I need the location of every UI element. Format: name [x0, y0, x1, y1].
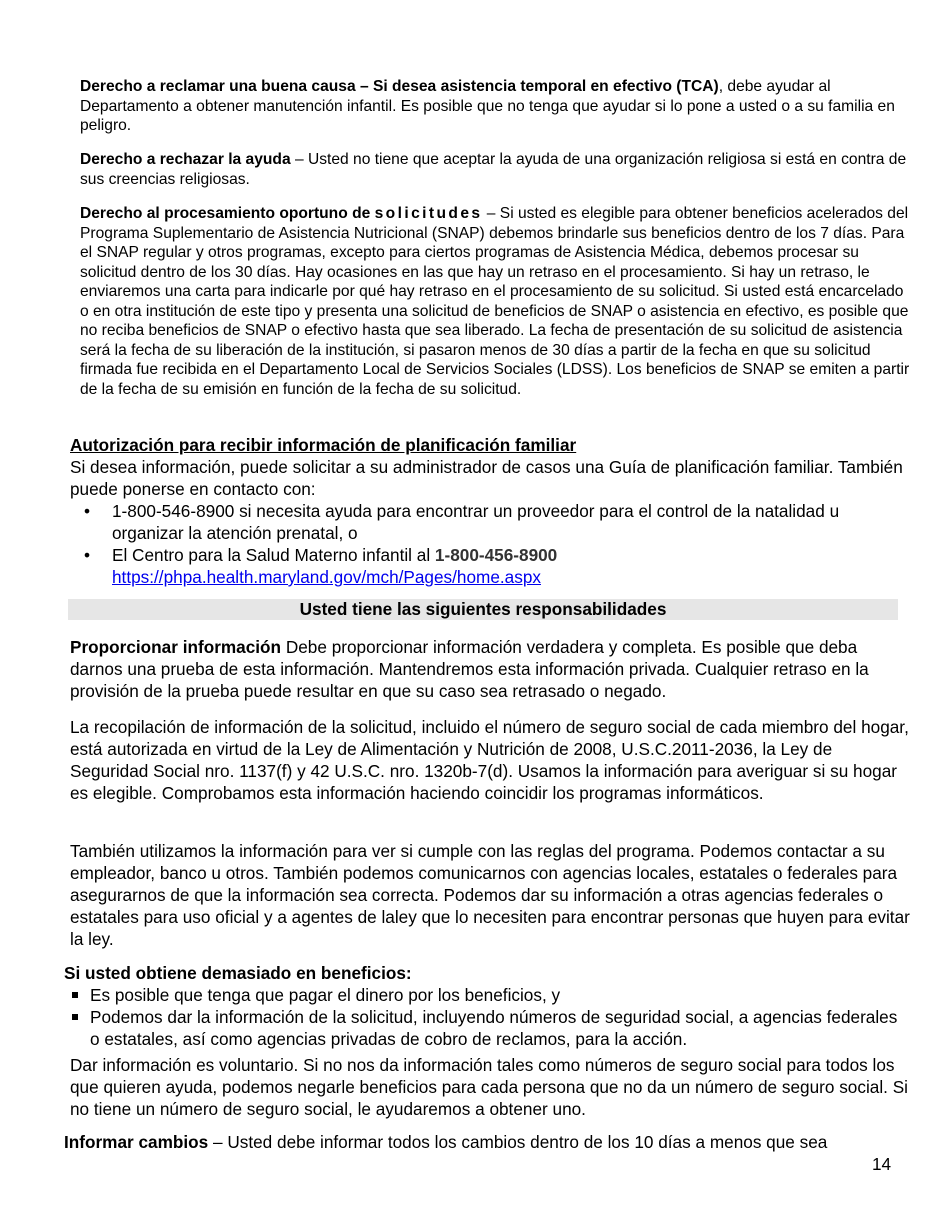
overpaid-heading: Si usted obtiene demasiado en beneficios:: [64, 963, 412, 983]
bullet-icon: •: [84, 501, 91, 521]
overpaid-item-repay: Es posible que tenga que pagar el dinero por los beneficios, y: [90, 985, 561, 1005]
right-good-cause-text: , debe ayudar al Departamento a obtener manutención infantil. Es posible que no tenga que ayudar si lo pone a usted o a su familia en peligro.: [80, 78, 895, 134]
report-changes-title: Informar cambios: [64, 1132, 209, 1152]
report-changes-text: – Usted debe informar todos los cambios dentro de los 10 días a menos que sea: [208, 1132, 828, 1152]
right-refuse-help-paragraph: [80, 150, 910, 189]
provide-info-text: Debe proporcionar información verdadera y completa. Es posible que deba darnos una prueba de esta información. Mantendremos esta información privada. Cualquier retraso en la provisión de la prueba puede resultar en que su caso sea retrasado o negado.: [70, 637, 869, 701]
overpaid-section: [64, 962, 910, 1050]
maternal-health-link[interactable]: https://phpa.health.maryland.gov/mch/Pages/home.aspx: [112, 567, 541, 587]
overpaid-item-share: Podemos dar la información de la solicitud, incluyendo números de seguridad social, a agencias federales o estatales, así como agencias privadas de cobro de reclamos, para la acción.: [90, 1007, 898, 1049]
provide-info-section: [70, 636, 910, 702]
right-refuse-help: [80, 150, 910, 189]
report-changes-section: [64, 1131, 910, 1153]
responsibilities-banner: Usted tiene las siguientes responsabilidades: [68, 599, 898, 620]
contact-birth-control: 1-800-546-8900 si necesita ayuda para encontrar un proveedor para el control de la natalidad u organizar la atención prenatal, o: [112, 501, 840, 543]
right-good-cause-title: Derecho a reclamar una buena causa – Si desea asistencia temporal en efectivo (TCA): [80, 78, 719, 95]
list-item: [70, 500, 910, 544]
contact-maternal-center-phone: 1-800-456-8900: [434, 545, 558, 565]
right-good-cause-paragraph: [80, 77, 910, 136]
provide-info-title: Proporcionar información: [70, 637, 282, 657]
page-number: 14: [872, 1154, 892, 1174]
collection-section: [70, 716, 910, 804]
also-use-section: [70, 840, 910, 950]
right-timely-processing-title: Derecho al procesamiento oportuno de: [80, 205, 375, 222]
right-good-cause: [80, 77, 910, 136]
also-use-paragraph: También utilizamos la información para ver si cumple con las reglas del programa. Podemos contactar a su empleador, banco u otros. También podemos comunicarnos con agencias locales, estatales o federales para asegurarnos de que la información sea correcta. Podemos dar su información a otras agencias federales o estatales para uso oficial y a agentes de laley que lo necesiten para encontrar personas que huyen para evitar la ley.: [70, 841, 910, 949]
list-item: [64, 984, 910, 1006]
family-planning-intro: Si desea información, puede solicitar a su administrador de casos una Guía de planificación familiar. También puede ponerse en contacto con:: [70, 457, 903, 499]
bullet-icon: •: [84, 545, 91, 565]
list-item: [64, 1006, 910, 1050]
report-changes-paragraph: [64, 1131, 910, 1153]
list-item: [70, 544, 910, 588]
overpaid-list: [64, 984, 910, 1050]
provide-info-paragraph: [70, 636, 910, 702]
right-timely-processing-paragraph: [80, 204, 910, 399]
right-timely-processing-text: – Si usted es elegible para obtener beneficios acelerados del Programa Suplementario de Asistencia Nutricional (SNAP) debemos brindarle sus beneficios dentro de los 7 días. Para el SNAP regular y otros programas, excepto para ciertos programas de Asistencia Médica, debemos procesar su solicitud dentro de los 30 días. Hay ocasiones en las que hay un retraso en el procesamiento. Si hay un retraso, le enviaremos una carta para indicarle por qué hay retraso en el procesamiento de su solicitud. Si usted está encarcelado o en otra institución de este tipo y presenta una solicitud de beneficios de SNAP o asistencia en efectivo, es posible que no reciba beneficios de SNAP o efectivo hasta que sea liberado. La fecha de presentación de su solicitud de asistencia será la fecha de su liberación de la institución, si pasaron menos de 30 días a partir de la fecha en que su solicitud firmada fue recibida en el Departamento Local de Servicios Sociales (LDSS). Los beneficios de SNAP se emiten a partir de la fecha de su emisión en función de la fecha de su solicitud.: [80, 205, 910, 398]
square-bullet-icon: [72, 1014, 78, 1020]
right-refuse-help-text: – Usted no tiene que aceptar la ayuda de una organización religiosa si está en contra de sus creencias religiosas.: [80, 151, 907, 188]
contact-maternal-center-text: El Centro para la Salud Materno infantil al: [112, 545, 435, 565]
family-planning-contacts: [70, 500, 910, 588]
voluntary-paragraph: Dar información es voluntario. Si no nos da información tales como números de seguro social para todos los que quieren ayuda, podemos negarle beneficios para cada persona que no da un número de seguro social. Si no tiene un número de seguro social, le ayudaremos a obtener uno.: [70, 1055, 908, 1119]
collection-paragraph: La recopilación de información de la solicitud, incluido el número de seguro social de cada miembro del hogar, está autorizada en virtud de la Ley de Alimentación y Nutrición de 2008, U.S.C.2011-2036, la Ley de Seguridad Social nro. 1137(f) y 42 U.S.C. nro. 1320b-7(d). Usamos la información para averiguar si su hogar es elegible. Comprobamos esta información haciendo coincidir los programas informáticos.: [70, 717, 909, 803]
right-refuse-help-title: Derecho a rechazar la ayuda: [80, 151, 291, 168]
right-timely-processing-title-spaced: solicitudes: [374, 205, 483, 222]
family-planning-heading: Autorización para recibir información de planificación familiar: [70, 435, 577, 455]
voluntary-section: [70, 1054, 910, 1120]
square-bullet-icon: [72, 992, 78, 998]
family-planning-section: [70, 434, 910, 588]
right-timely-processing: [80, 204, 910, 399]
